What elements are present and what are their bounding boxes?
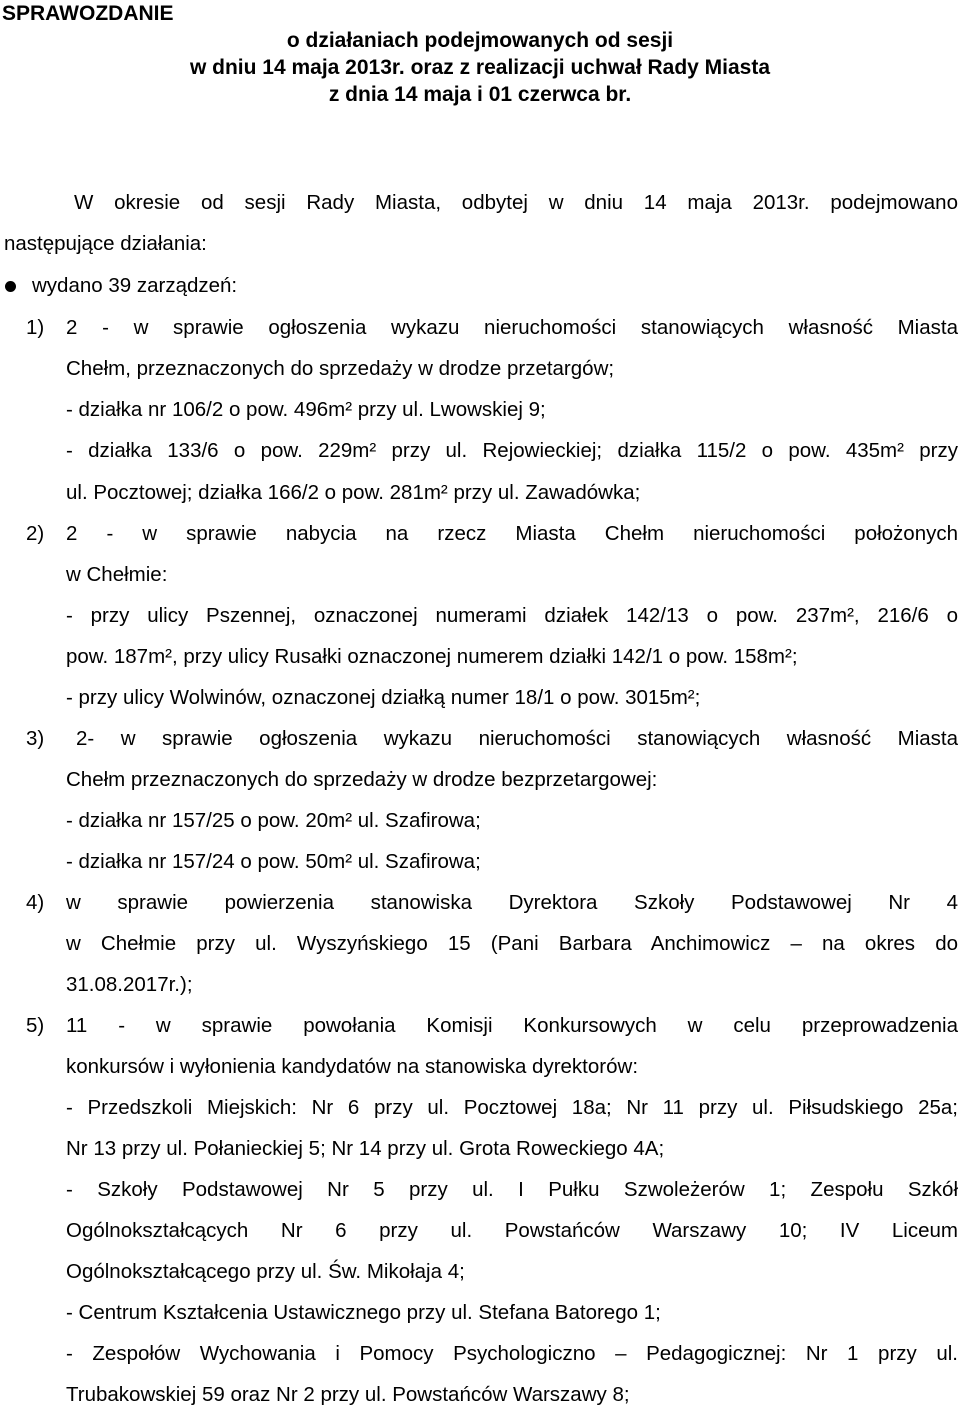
item-line: 2- w sprawie ogłoszenia wykazu nieruchomości stanowiących własność Miasta xyxy=(76,727,958,750)
item-line: - Szkoły Podstawowej Nr 5 przy ul. I Pułku Szwoleżerów 1; Zespołu Szkół xyxy=(66,1178,958,1201)
item-line: pow. 187m², przy ulicy Rusałki oznaczonej numerem działki 142/1 o pow. 158m²; xyxy=(66,645,798,668)
item-line: - działka nr 106/2 o pow. 496m² przy ul. Lwowskiej 9; xyxy=(66,398,546,421)
item-line: konkursów i wyłonienia kandydatów na stanowiska dyrektorów: xyxy=(66,1055,639,1078)
item-number: 1) xyxy=(26,316,45,339)
bullet-icon xyxy=(5,281,16,292)
intro-line-2: następujące działania: xyxy=(4,232,207,255)
item-line: - działka 133/6 o pow. 229m² przy ul. Rejowieckiej; działka 115/2 o pow. 435m² przy xyxy=(66,439,958,462)
document-title: SPRAWOZDANIE xyxy=(2,2,174,25)
item-line: - przy ulicy Pszennej, oznaczonej numerami działek 142/13 o pow. 237m², 216/6 o xyxy=(66,604,958,627)
item-line: Ogólnokształcącego przy ul. Św. Mikołaja 4; xyxy=(66,1260,465,1283)
item-line: Ogólnokształcących Nr 6 przy ul. Powstańców Warszawy 10; IV Liceum xyxy=(66,1219,958,1242)
subtitle-line-3: z dnia 14 maja i 01 czerwca br. xyxy=(328,83,632,106)
item-line: 11 - w sprawie powołania Komisji Konkursowych w celu przeprowadzenia xyxy=(66,1014,958,1037)
subtitle-line-1: o działaniach podejmowanych od sesji xyxy=(286,29,674,52)
item-line: ul. Pocztowej; działka 166/2 o pow. 281m² przy ul. Zawadówka; xyxy=(66,481,641,504)
item-number: 5) xyxy=(26,1014,45,1037)
item-line: Chełm przeznaczonych do sprzedaży w drodze bezprzetargowej: xyxy=(66,768,658,791)
item-line: 31.08.2017r.); xyxy=(66,973,193,996)
item-number: 4) xyxy=(26,891,45,914)
item-line: w Chełmie przy ul. Wyszyńskiego 15 (Pani Barbara Anchimowicz – na okres do xyxy=(66,932,958,955)
item-line: Trubakowskiej 59 oraz Nr 2 przy ul. Powstańców Warszawy 8; xyxy=(66,1383,630,1406)
item-line: w Chełmie: xyxy=(66,563,168,586)
item-line: - działka nr 157/25 o pow. 20m² ul. Szafirowa; xyxy=(66,809,481,832)
item-line: - Zespołów Wychowania i Pomocy Psychologiczno – Pedagogicznej: Nr 1 przy ul. xyxy=(66,1342,958,1365)
subtitle-line-2: w dniu 14 maja 2013r. oraz z realizacji uchwał Rady Miasta xyxy=(189,56,771,79)
item-number: 2) xyxy=(26,522,45,545)
item-line: w sprawie powierzenia stanowiska Dyrektora Szkoły Podstawowej Nr 4 xyxy=(66,891,958,914)
bullet-text: wydano 39 zarządzeń: xyxy=(32,274,238,297)
item-line: - działka nr 157/24 o pow. 50m² ul. Szafirowa; xyxy=(66,850,481,873)
item-line: - Przedszkoli Miejskich: Nr 6 przy ul. Pocztowej 18a; Nr 11 przy ul. Piłsudskiego 25a; xyxy=(66,1096,958,1119)
item-number: 3) xyxy=(26,727,45,750)
item-line: - Centrum Kształcenia Ustawicznego przy ul. Stefana Batorego 1; xyxy=(66,1301,661,1324)
item-line: 2 - w sprawie nabycia na rzecz Miasta Chełm nieruchomości położonych xyxy=(66,522,958,545)
intro-line-1: W okresie od sesji Rady Miasta, odbytej w dniu 14 maja 2013r. podejmowano xyxy=(74,191,958,214)
item-line: Nr 13 przy ul. Połanieckiej 5; Nr 14 przy ul. Grota Roweckiego 4A; xyxy=(66,1137,665,1160)
item-line: - przy ulicy Wolwinów, oznaczonej działką numer 18/1 o pow. 3015m²; xyxy=(66,686,701,709)
item-line: Chełm, przeznaczonych do sprzedaży w drodze przetargów; xyxy=(66,357,615,380)
item-line: 2 - w sprawie ogłoszenia wykazu nieruchomości stanowiących własność Miasta xyxy=(66,316,958,339)
